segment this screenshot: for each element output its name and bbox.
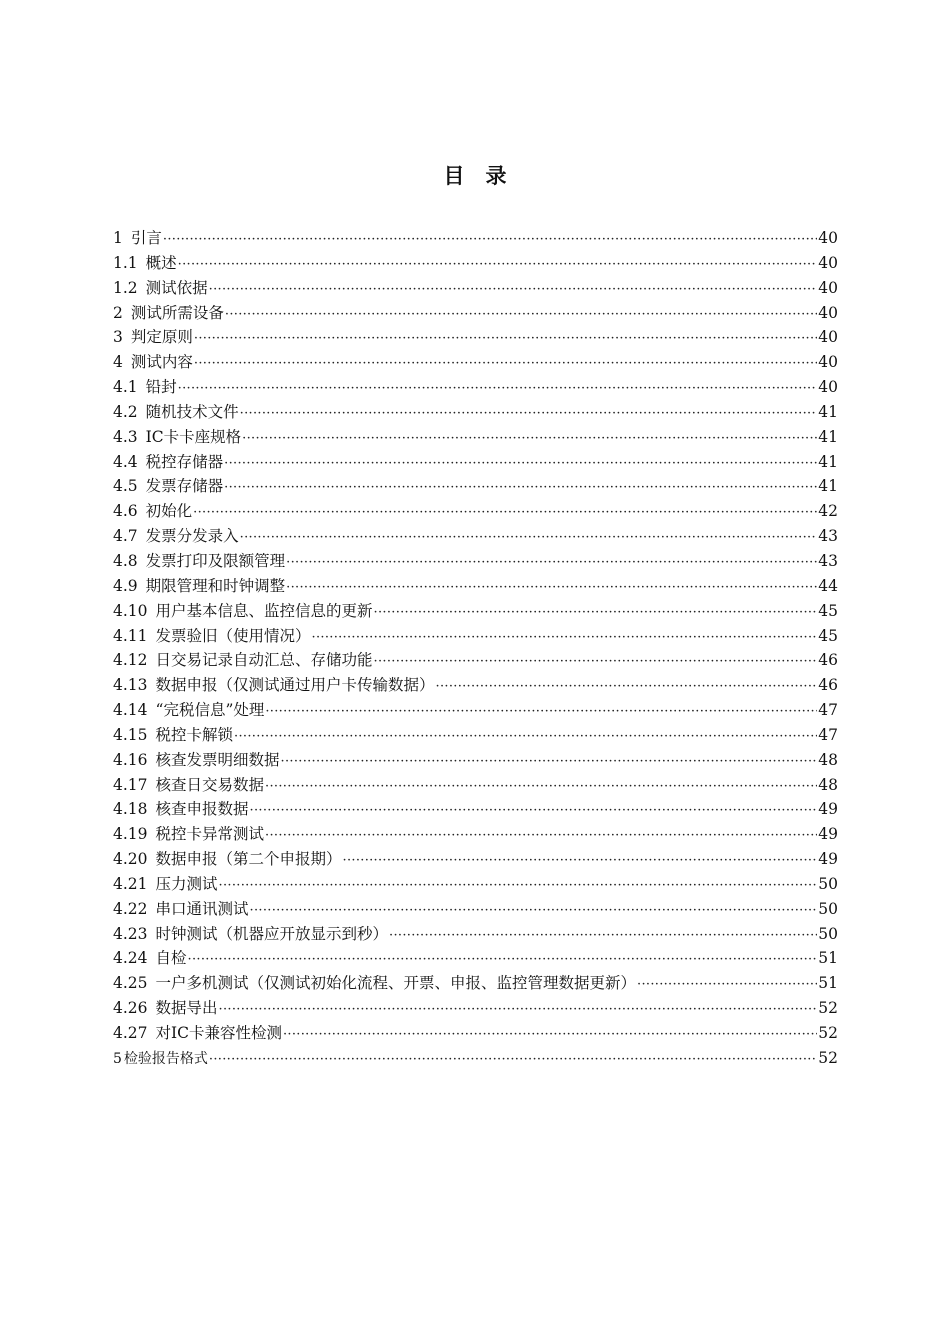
toc-entry-number: 4.24: [113, 949, 148, 968]
toc-entry-page: 41: [818, 477, 838, 496]
toc-entry-page: 52: [818, 999, 838, 1018]
toc-entry-title: 引言: [130, 229, 162, 247]
toc-entry[interactable]: [113, 897, 838, 922]
toc-entry-title: 串口通讯测试: [155, 899, 249, 918]
toc-entry-title: 对IC卡兼容性检测: [155, 1024, 282, 1042]
toc-entry-number: 4.5: [113, 477, 138, 496]
toc-entry-number: 4.27: [113, 1024, 148, 1042]
toc-entry-number: 4.12: [113, 651, 148, 670]
toc-entry-number: 1.1: [113, 253, 138, 272]
toc-entry[interactable]: [113, 301, 838, 326]
toc-dot-leader: [281, 750, 817, 775]
toc-entry-number: 4.21: [113, 874, 148, 893]
toc-entry-title: 发票验旧（使用情况）: [155, 626, 311, 645]
toc-dot-leader: [242, 427, 817, 452]
toc-entry-title: 随机技术文件: [145, 402, 239, 421]
toc-entry-page: 43: [818, 551, 838, 570]
toc-dot-leader: [219, 998, 817, 1023]
toc-entry-number: 4.11: [113, 626, 148, 645]
toc-entry-page: 50: [818, 899, 838, 918]
toc-entry-number: 4.26: [113, 999, 148, 1018]
toc-dot-leader: [224, 476, 817, 501]
toc-entry-title: 测试内容: [130, 353, 193, 372]
toc-entry[interactable]: [113, 450, 838, 475]
toc-entry-page: 47: [818, 725, 838, 744]
toc-entry-page: 41: [818, 427, 838, 446]
toc-dot-leader: [343, 849, 817, 874]
toc-entry[interactable]: [113, 698, 838, 723]
toc-entry-title: 铅封: [145, 378, 177, 397]
toc-entry-title: 税控存储器: [145, 452, 224, 471]
toc-entry-title: 概述: [145, 253, 177, 272]
toc-dot-leader: [265, 700, 817, 725]
toc-entry-page: 40: [818, 353, 838, 372]
toc-dot-leader: [234, 725, 817, 750]
toc-entry-number: 4.4: [113, 452, 138, 471]
toc-entry-page: 46: [818, 676, 838, 695]
toc-entry-title: 用户基本信息、监控信息的更新: [155, 601, 373, 620]
toc-entry-page: 46: [818, 651, 838, 670]
toc-entry-number: 4.14: [113, 701, 148, 720]
toc-entry-page: 49: [818, 800, 838, 819]
toc-entry[interactable]: [113, 350, 838, 375]
toc-dot-leader: [436, 675, 817, 700]
toc-entry-title: 数据申报（第二个申报期）: [155, 850, 342, 869]
toc-entry[interactable]: [113, 599, 838, 624]
toc-entry-title: 期限管理和时钟调整: [145, 576, 286, 595]
toc-entry-number: 4.19: [113, 825, 148, 844]
toc-entry-title: 压力测试: [155, 874, 218, 893]
toc-dot-leader: [250, 899, 817, 924]
toc-entry-title: 发票分发录入: [145, 527, 239, 546]
toc-entry-page: 40: [818, 303, 838, 322]
toc-dot-leader: [194, 327, 817, 352]
toc-entry-number: 4.1: [113, 378, 138, 397]
toc-dot-leader: [637, 973, 817, 998]
toc-entry-number: 4.9: [113, 576, 138, 595]
toc-entry-page: 40: [818, 253, 838, 272]
toc-entry-page: 49: [818, 850, 838, 869]
toc-dot-leader: [250, 799, 817, 824]
toc-entry[interactable]: [113, 673, 838, 698]
toc-entry[interactable]: [113, 226, 838, 251]
toc-entry-page: 41: [818, 402, 838, 421]
toc-entry-number: 4.18: [113, 800, 148, 819]
toc-entry-page: 50: [818, 924, 838, 943]
toc-entry[interactable]: [113, 922, 838, 947]
table-of-contents: [113, 226, 838, 1071]
toc-entry-page: 41: [818, 452, 838, 471]
toc-entry-page: 44: [818, 576, 838, 595]
toc-dot-leader: [265, 775, 817, 800]
toc-entry[interactable]: [113, 624, 838, 649]
toc-entry[interactable]: [113, 872, 838, 897]
toc-entry[interactable]: [113, 251, 838, 276]
toc-entry-number: 4.2: [113, 402, 138, 421]
toc-entry-number: 4.3: [113, 427, 138, 446]
toc-entry[interactable]: [113, 748, 838, 773]
toc-entry-number: 1.2: [113, 278, 138, 297]
toc-entry-number: 4.23: [113, 924, 148, 943]
toc-entry[interactable]: [113, 474, 838, 499]
toc-dot-leader: [240, 526, 817, 551]
toc-entry-number: 1: [113, 229, 123, 247]
toc-entry-number: 4.15: [113, 725, 148, 744]
toc-entry[interactable]: [113, 524, 838, 549]
toc-entry[interactable]: [113, 325, 838, 350]
toc-entry-title: 核查日交易数据: [155, 775, 265, 794]
toc-dot-leader: [178, 377, 817, 402]
toc-dot-leader: [194, 352, 817, 377]
toc-entry-page: 52: [818, 1048, 838, 1067]
toc-entry-title: 时钟测试（机器应开放显示到秒）: [155, 924, 389, 943]
toc-entry-title: 判定原则: [130, 328, 193, 347]
toc-dot-leader: [286, 551, 817, 576]
toc-entry[interactable]: [113, 1046, 838, 1071]
toc-entry-page: 48: [818, 750, 838, 769]
toc-entry-title: “完税信息”处理: [155, 701, 265, 720]
toc-entry-number: 4.10: [113, 601, 148, 620]
toc-entry[interactable]: [113, 723, 838, 748]
toc-entry-number: 4.22: [113, 899, 148, 918]
toc-entry-number: 4: [113, 353, 123, 372]
toc-entry-number: 4.8: [113, 551, 138, 570]
toc-entry-title: 数据导出: [155, 999, 218, 1018]
toc-dot-leader: [312, 626, 817, 651]
toc-entry-title: IC卡卡座规格: [145, 427, 242, 446]
toc-dot-leader: [389, 924, 817, 949]
toc-dot-leader: [193, 501, 817, 526]
toc-entry-page: 45: [818, 626, 838, 645]
toc-dot-leader: [240, 402, 817, 427]
page-title: 目 录: [443, 164, 507, 188]
toc-entry[interactable]: [113, 1021, 838, 1046]
toc-entry-page: 42: [818, 502, 838, 521]
toc-entry[interactable]: [113, 822, 838, 847]
toc-entry-page: 51: [818, 974, 838, 993]
toc-entry[interactable]: [113, 946, 838, 971]
toc-dot-leader: [209, 278, 817, 303]
toc-entry[interactable]: [113, 425, 838, 450]
toc-entry-number: 4.16: [113, 750, 148, 769]
toc-dot-leader: [286, 576, 817, 601]
toc-entry[interactable]: [113, 574, 838, 599]
toc-entry-page: 40: [818, 378, 838, 397]
toc-entry-page: 50: [818, 874, 838, 893]
toc-entry-page: 40: [818, 328, 838, 347]
toc-entry-title: 日交易记录自动汇总、存储功能: [155, 651, 373, 670]
toc-dot-leader: [374, 601, 817, 626]
toc-entry-page: 49: [818, 825, 838, 844]
toc-dot-leader: [283, 1023, 817, 1048]
toc-dot-leader: [178, 253, 817, 278]
toc-entry[interactable]: [113, 276, 838, 301]
toc-entry-title: 一户多机测试（仅测试初始化流程、开票、申报、监控管理数据更新）: [155, 974, 637, 993]
toc-entry[interactable]: [113, 797, 838, 822]
toc-entry[interactable]: [113, 648, 838, 673]
toc-entry-page: 45: [818, 601, 838, 620]
toc-entry[interactable]: [113, 996, 838, 1021]
toc-entry-number: 2: [113, 303, 123, 322]
toc-entry-title: 测试所需设备: [130, 303, 224, 322]
toc-entry-page: 40: [818, 229, 838, 247]
toc-entry-title: 税控卡解锁: [155, 725, 234, 744]
toc-entry-title: 数据申报（仅测试通过用户卡传输数据）: [155, 676, 435, 695]
toc-dot-leader: [209, 1048, 817, 1073]
toc-dot-leader: [374, 650, 817, 675]
toc-entry[interactable]: [113, 400, 838, 425]
toc-entry-page: 43: [818, 527, 838, 546]
toc-entry[interactable]: [113, 971, 838, 996]
toc-entry-number: 4.17: [113, 775, 148, 794]
toc-entry-title: 自检: [155, 949, 187, 968]
toc-entry-title: 检验报告格式: [123, 1050, 208, 1067]
toc-entry[interactable]: [113, 499, 838, 524]
toc-entry-number: 4.6: [113, 502, 138, 521]
toc-entry-page: 40: [818, 278, 838, 297]
toc-entry-title: 核查发票明细数据: [155, 750, 280, 769]
toc-dot-leader: [163, 228, 817, 253]
toc-entry-page: 47: [818, 701, 838, 720]
toc-entry-number: 4.25: [113, 974, 148, 993]
toc-entry-title: 税控卡异常测试: [155, 825, 265, 844]
toc-dot-leader: [225, 303, 817, 328]
toc-entry-title: 发票打印及限额管理: [145, 551, 286, 570]
toc-entry-number: 5: [113, 1050, 122, 1067]
toc-dot-leader: [224, 452, 817, 477]
toc-entry[interactable]: [113, 549, 838, 574]
toc-entry-title: 发票存储器: [145, 477, 224, 496]
toc-entry-page: 48: [818, 775, 838, 794]
toc-entry-page: 51: [818, 949, 838, 968]
toc-dot-leader: [265, 824, 817, 849]
toc-dot-leader: [188, 948, 817, 973]
toc-entry-title: 测试依据: [145, 278, 208, 297]
toc-entry[interactable]: [113, 375, 838, 400]
toc-dot-leader: [219, 874, 817, 899]
toc-entry-number: 4.7: [113, 527, 138, 546]
toc-entry-number: 3: [113, 328, 123, 347]
toc-entry[interactable]: [113, 847, 838, 872]
toc-entry-page: 52: [818, 1024, 838, 1042]
toc-entry-title: 初始化: [145, 502, 193, 521]
toc-entry-title: 核查申报数据: [155, 800, 249, 819]
toc-entry-number: 4.13: [113, 676, 148, 695]
toc-entry-number: 4.20: [113, 850, 148, 869]
toc-entry[interactable]: [113, 773, 838, 798]
